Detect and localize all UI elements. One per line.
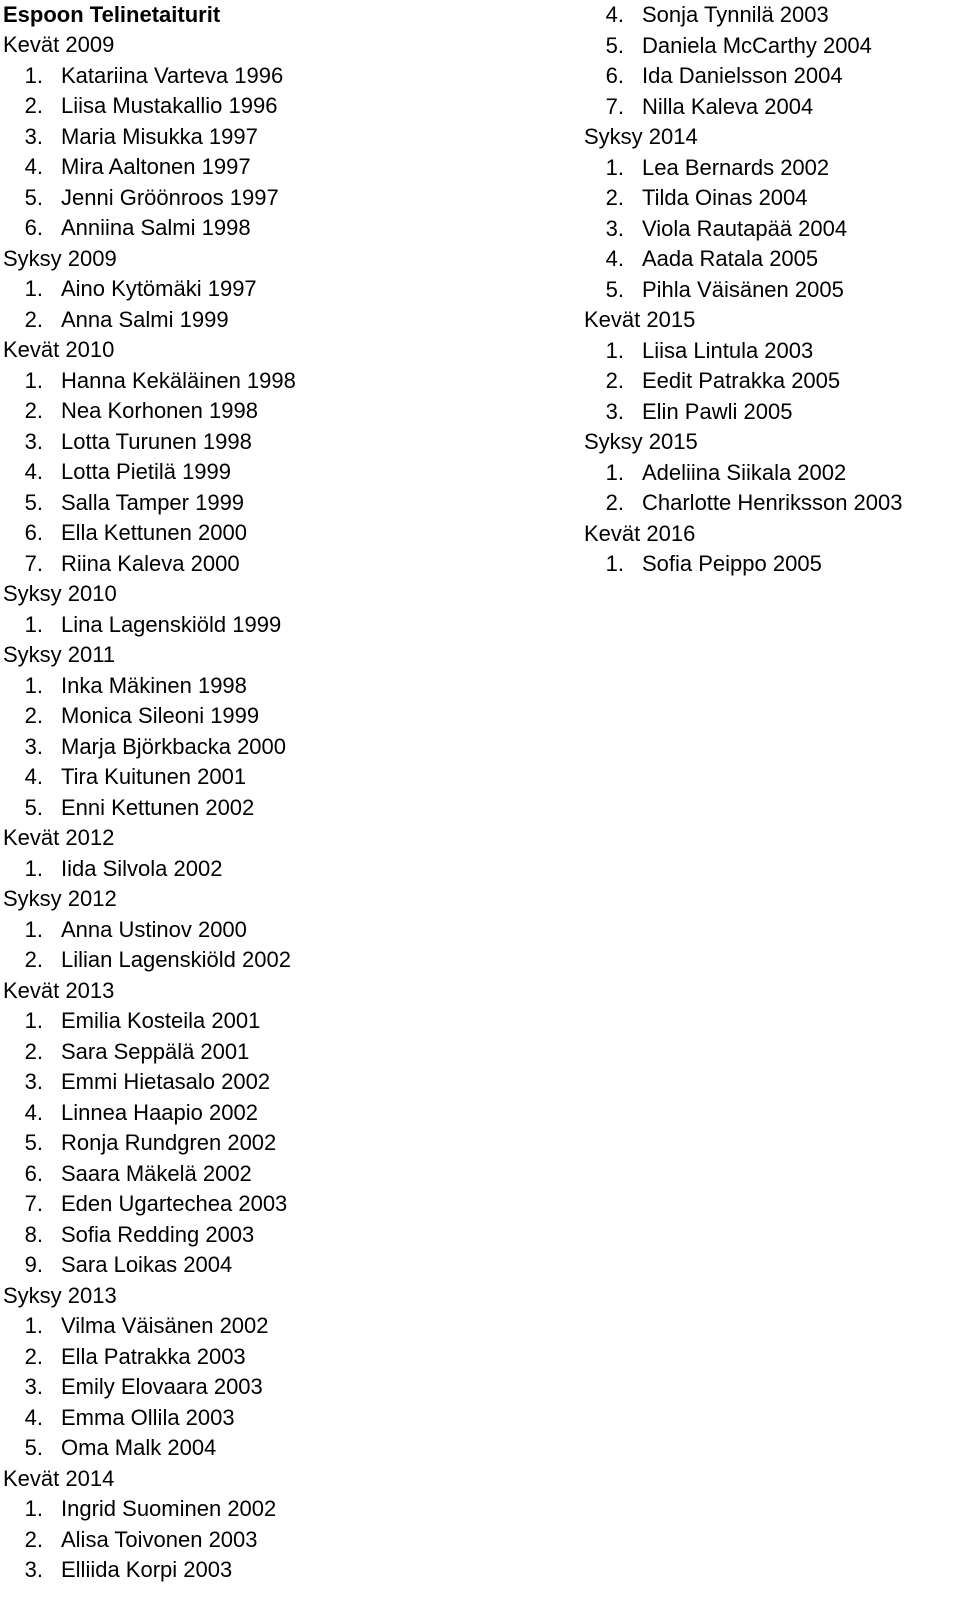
list-item-number: 2. xyxy=(24,398,43,423)
list-item-name: Lea Bernards 2002 xyxy=(642,154,830,180)
list-item xyxy=(3,488,583,519)
list-item xyxy=(3,793,583,824)
list-item xyxy=(3,610,583,641)
list-item xyxy=(3,854,583,885)
list-item-number: 7. xyxy=(24,1191,43,1216)
list-item xyxy=(584,366,954,397)
season-heading: Syksy 2011 xyxy=(3,642,116,667)
list-item xyxy=(3,1433,583,1464)
list-item-name: Inka Mäkinen 1998 xyxy=(61,672,247,698)
season-heading: Kevät 2016 xyxy=(584,520,696,546)
list-item-number: 1. xyxy=(24,1313,43,1338)
list-item-name: Katariina Varteva 1996 xyxy=(61,62,284,88)
list-item-number: 4. xyxy=(605,2,624,27)
list-item-name: Anniina Salmi 1998 xyxy=(61,215,251,240)
list-item xyxy=(584,244,954,275)
list-item-number: 9. xyxy=(24,1252,43,1277)
list-item-name: Anna Ustinov 2000 xyxy=(61,916,247,942)
list-item-number: 3. xyxy=(605,215,624,241)
left-column xyxy=(3,0,583,1586)
list-item-name: Maria Misukka 1997 xyxy=(61,123,258,149)
list-item xyxy=(584,0,954,31)
list-item xyxy=(3,945,583,976)
list-item-name: Tira Kuitunen 2001 xyxy=(61,764,247,789)
left-column-sections xyxy=(3,30,583,1586)
list-item-name: Hanna Kekäläinen 1998 xyxy=(61,367,296,393)
list-item xyxy=(3,1403,583,1434)
list-item-number: 5. xyxy=(24,1130,43,1155)
list-item-number: 3. xyxy=(24,428,43,454)
list-item xyxy=(3,213,583,244)
list-item xyxy=(3,701,583,732)
list-item-number: 1. xyxy=(24,276,43,301)
list-item-number: 4. xyxy=(24,1404,43,1430)
list-item-number: 4. xyxy=(24,154,43,179)
list-item-number: 3. xyxy=(24,1069,43,1094)
list-item xyxy=(3,1128,583,1159)
list-item-name: Ella Kettunen 2000 xyxy=(61,520,247,545)
list-item-name: Jenni Gröönroos 1997 xyxy=(61,184,279,210)
list-item xyxy=(3,1098,583,1129)
season-heading: Syksy 2013 xyxy=(3,1282,117,1308)
list-item-name: Ingrid Suominen 2002 xyxy=(61,1496,277,1521)
list-item xyxy=(584,549,954,580)
list-item-name: Liisa Lintula 2003 xyxy=(642,337,814,363)
list-item-number: 6. xyxy=(605,63,624,88)
list-item xyxy=(3,457,583,488)
list-item xyxy=(3,518,583,549)
list-item xyxy=(3,183,583,214)
list-item xyxy=(3,1220,583,1251)
list-item xyxy=(3,122,583,153)
list-item xyxy=(3,1525,583,1556)
list-item-number: 5. xyxy=(24,1435,43,1460)
list-item-number: 2. xyxy=(24,1526,43,1552)
list-item-number: 1. xyxy=(605,154,624,180)
list-item xyxy=(3,1037,583,1068)
list-item xyxy=(584,397,954,428)
list-item xyxy=(3,1494,583,1525)
list-item xyxy=(3,366,583,397)
list-item-name: Nea Korhonen 1998 xyxy=(61,398,258,423)
season-heading: Kevät 2015 xyxy=(584,307,696,332)
list-item-number: 1. xyxy=(24,62,43,88)
document-title: Espoon Telinetaiturit xyxy=(3,2,221,27)
list-item-number: 5. xyxy=(24,489,43,515)
list-item xyxy=(584,153,954,184)
list-item-number: 3. xyxy=(24,1557,43,1582)
list-item xyxy=(584,336,954,367)
list-item-name: Aada Ratala 2005 xyxy=(642,246,819,271)
list-item-number: 2. xyxy=(24,1343,43,1369)
list-item-name: Saara Mäkelä 2002 xyxy=(61,1160,252,1186)
list-item xyxy=(584,31,954,62)
list-item-name: Viola Rautapää 2004 xyxy=(642,215,848,241)
list-item xyxy=(3,305,583,336)
list-item-number: 1. xyxy=(24,367,43,393)
list-item-name: Adeliina Siikala 2002 xyxy=(642,459,847,485)
list-item xyxy=(3,671,583,702)
list-item-number: 5. xyxy=(605,276,624,302)
list-item-number: 4. xyxy=(605,246,624,271)
list-item xyxy=(584,183,954,214)
list-item-name: Sofia Redding 2003 xyxy=(61,1221,255,1247)
list-item-number: 2. xyxy=(24,1038,43,1064)
list-item-name: Aino Kytömäki 1997 xyxy=(61,276,257,301)
list-item-name: Emma Ollila 2003 xyxy=(61,1404,235,1430)
list-item xyxy=(584,458,954,489)
list-item-number: 3. xyxy=(605,398,624,424)
season-heading: Syksy 2015 xyxy=(584,429,698,454)
list-item-name: Lotta Pietilä 1999 xyxy=(61,459,232,484)
list-item-name: Lotta Turunen 1998 xyxy=(61,428,252,454)
list-item xyxy=(3,274,583,305)
list-item-number: 8. xyxy=(24,1221,43,1247)
list-item-name: Daniela McCarthy 2004 xyxy=(642,32,872,58)
list-item-number: 2. xyxy=(605,185,624,210)
season-heading: Kevät 2009 xyxy=(3,32,115,57)
list-item xyxy=(3,1372,583,1403)
list-item-name: Lilian Lagenskiöld 2002 xyxy=(61,947,291,972)
list-item-number: 1. xyxy=(24,916,43,942)
list-item-number: 2. xyxy=(24,703,43,728)
season-heading: Syksy 2009 xyxy=(3,245,117,271)
list-item-name: Pihla Väisänen 2005 xyxy=(642,276,844,302)
list-item-name: Oma Malk 2004 xyxy=(61,1435,217,1460)
list-item xyxy=(3,1250,583,1281)
list-item-number: 5. xyxy=(605,32,624,58)
list-item xyxy=(3,1159,583,1190)
list-item-number: 6. xyxy=(24,1160,43,1186)
list-item-number: 1. xyxy=(24,1008,43,1033)
list-item-name: Sonja Tynnilä 2003 xyxy=(642,2,829,27)
list-item-name: Mira Aaltonen 1997 xyxy=(61,154,251,179)
list-item-number: 5. xyxy=(24,184,43,210)
list-item-number: 1. xyxy=(605,337,624,363)
list-item xyxy=(3,61,583,92)
right-column-sections xyxy=(584,0,954,580)
season-heading: Kevät 2014 xyxy=(3,1465,115,1491)
list-item-number: 2. xyxy=(24,93,43,118)
list-item-name: Monica Sileoni 1999 xyxy=(61,703,260,728)
list-item-name: Lina Lagenskiöld 1999 xyxy=(61,611,282,637)
list-item xyxy=(3,1067,583,1098)
list-item-number: 2. xyxy=(24,947,43,972)
list-item-number: 1. xyxy=(24,672,43,698)
list-item-number: 3. xyxy=(24,123,43,149)
list-item xyxy=(584,61,954,92)
list-item-name: Alisa Toivonen 2003 xyxy=(61,1526,258,1552)
list-item xyxy=(584,92,954,123)
list-item-name: Riina Kaleva 2000 xyxy=(61,550,240,576)
list-item xyxy=(3,1342,583,1373)
list-item-name: Eden Ugartechea 2003 xyxy=(61,1191,288,1216)
list-item-number: 4. xyxy=(24,764,43,789)
list-item-number: 4. xyxy=(24,459,43,484)
list-item xyxy=(3,427,583,458)
list-item xyxy=(3,1189,583,1220)
list-item-name: Salla Tamper 1999 xyxy=(61,489,245,515)
list-item xyxy=(3,91,583,122)
list-item xyxy=(3,1555,583,1586)
list-item-number: 2. xyxy=(605,490,624,515)
list-item xyxy=(3,549,583,580)
list-item-number: 3. xyxy=(24,733,43,759)
list-item-number: 1. xyxy=(605,459,624,485)
list-item xyxy=(3,1006,583,1037)
list-item-name: Marja Björkbacka 2000 xyxy=(61,733,287,759)
list-item-name: Emilia Kosteila 2001 xyxy=(61,1008,261,1033)
list-item xyxy=(3,396,583,427)
list-item-number: 3. xyxy=(24,1374,43,1399)
season-heading: Syksy 2010 xyxy=(3,581,117,606)
list-item-number: 6. xyxy=(24,520,43,545)
list-item-name: Charlotte Henriksson 2003 xyxy=(642,490,903,515)
list-item-name: Liisa Mustakallio 1996 xyxy=(61,93,278,118)
list-item xyxy=(3,732,583,763)
right-column xyxy=(584,0,954,580)
season-heading: Syksy 2012 xyxy=(3,886,117,911)
list-item xyxy=(3,1311,583,1342)
list-item xyxy=(584,488,954,519)
list-item-number: 1. xyxy=(24,611,43,637)
list-item-number: 6. xyxy=(24,215,43,240)
list-item-name: Enni Kettunen 2002 xyxy=(61,794,255,820)
list-item-number: 4. xyxy=(24,1099,43,1125)
list-item xyxy=(3,915,583,946)
list-item-name: Emmi Hietasalo 2002 xyxy=(61,1069,271,1094)
list-item xyxy=(3,762,583,793)
list-item-name: Sara Loikas 2004 xyxy=(61,1252,233,1277)
list-item-number: 2. xyxy=(24,306,43,332)
list-item-name: Sofia Peippo 2005 xyxy=(642,551,822,576)
list-item-number: 5. xyxy=(24,794,43,820)
season-heading: Kevät 2013 xyxy=(3,977,115,1003)
list-item-name: Ronja Rundgren 2002 xyxy=(61,1130,277,1155)
list-item xyxy=(584,275,954,306)
list-item xyxy=(3,152,583,183)
list-item-name: Vilma Väisänen 2002 xyxy=(61,1313,269,1338)
list-item-number: 1. xyxy=(605,551,624,576)
list-item-name: Iida Silvola 2002 xyxy=(61,855,223,881)
list-item-number: 1. xyxy=(24,1496,43,1521)
season-heading: Syksy 2014 xyxy=(584,124,698,149)
list-item-name: Sara Seppälä 2001 xyxy=(61,1038,250,1064)
list-item-name: Linnea Haapio 2002 xyxy=(61,1099,258,1125)
list-item-name: Ida Danielsson 2004 xyxy=(642,63,843,88)
list-item-number: 2. xyxy=(605,368,624,393)
list-item-number: 7. xyxy=(24,550,43,576)
list-item-name: Elin Pawli 2005 xyxy=(642,398,793,424)
list-item-name: Tilda Oinas 2004 xyxy=(642,185,808,210)
list-item-name: Elliida Korpi 2003 xyxy=(61,1557,233,1582)
list-item-number: 7. xyxy=(605,93,624,119)
list-item-number: 1. xyxy=(24,855,43,881)
list-item-name: Anna Salmi 1999 xyxy=(61,306,229,332)
list-item xyxy=(584,214,954,245)
season-heading: Kevät 2010 xyxy=(3,337,115,362)
season-heading: Kevät 2012 xyxy=(3,825,115,850)
list-item-name: Emily Elovaara 2003 xyxy=(61,1374,263,1399)
list-item-name: Eedit Patrakka 2005 xyxy=(642,368,841,393)
list-item-name: Ella Patrakka 2003 xyxy=(61,1343,246,1369)
list-item-name: Nilla Kaleva 2004 xyxy=(642,93,814,119)
